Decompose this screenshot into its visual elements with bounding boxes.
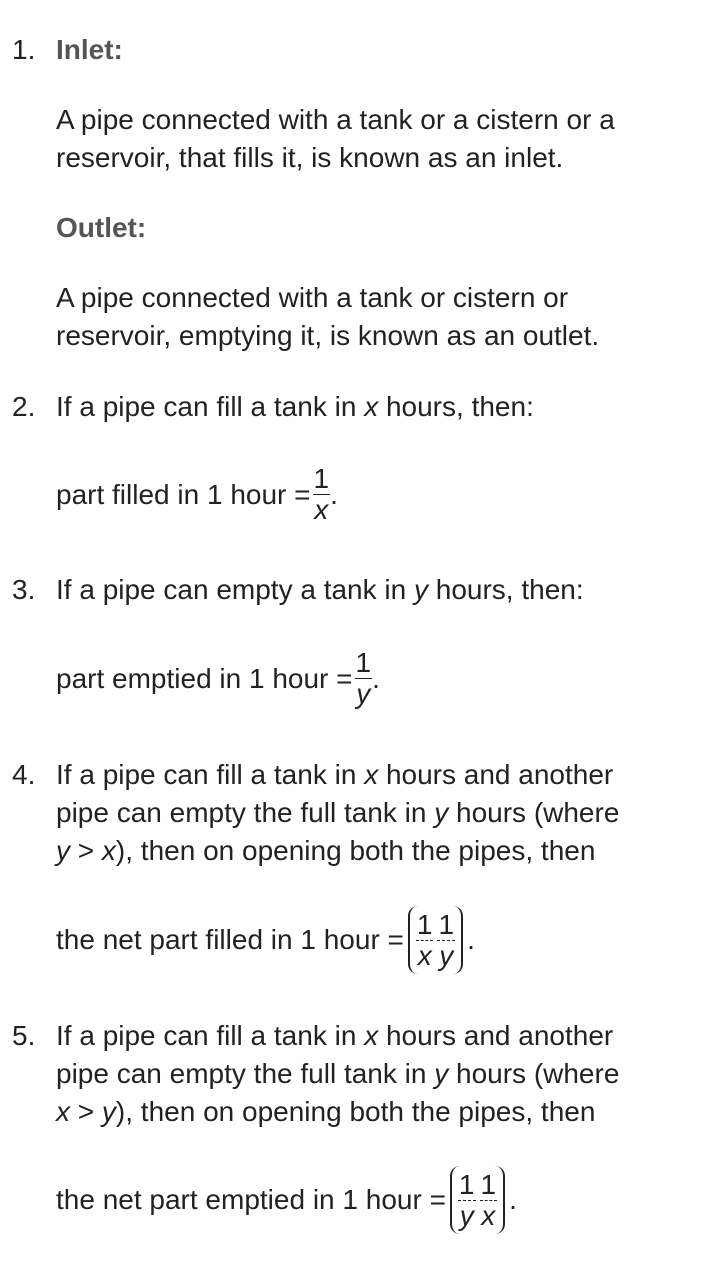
list-number: 2.: [12, 391, 36, 422]
fraction: [437, 910, 455, 971]
inlet-heading: Inlet:: [56, 34, 123, 65]
text-fragment: hours (where: [448, 797, 620, 828]
fraction-numerator: 1: [313, 463, 330, 494]
list-number: 4.: [12, 759, 36, 790]
variable: x: [364, 759, 379, 790]
formula-label: the net part filled in 1 hour =: [56, 924, 404, 955]
variable: y: [434, 1058, 449, 1089]
formula-part-emptied: [56, 648, 380, 709]
fraction: [480, 1170, 498, 1231]
text-fragment: ), then on opening both the pipes, then: [115, 1096, 596, 1127]
item-5-line-3: [56, 1093, 706, 1131]
variable: x: [364, 391, 379, 422]
text-fragment: >: [70, 1096, 102, 1127]
variable: y: [434, 797, 449, 828]
item-3-text: [56, 571, 706, 609]
text-fragment: >: [70, 835, 102, 866]
fraction: [416, 910, 434, 971]
outlet-line-2: reservoir, emptying it, is known as an outlet.: [56, 320, 600, 351]
formula-label: part filled in 1 hour =: [56, 478, 311, 510]
text-fragment: If a pipe can fill a tank in: [56, 391, 365, 422]
formula-net-filled: [56, 906, 475, 974]
fraction-numerator: 1: [480, 1168, 497, 1200]
parenthesis-group: [408, 906, 463, 974]
text-fragment: pipe can empty the full tank in: [56, 797, 435, 828]
variable: y: [56, 835, 70, 866]
text-fragment: hours, then:: [378, 391, 534, 422]
outlet-heading: Outlet:: [56, 212, 147, 243]
formula-net-emptied: [56, 1166, 517, 1234]
fraction-denominator: y: [459, 1199, 474, 1231]
fraction-denominator: x: [314, 494, 329, 525]
text-fragment: hours (where: [448, 1058, 620, 1089]
text-fragment: hours and another: [378, 759, 614, 790]
variable: x: [56, 1096, 70, 1127]
variable: y: [413, 574, 428, 605]
inlet-line-1: A pipe connected with a tank or a cistern or a: [56, 104, 615, 135]
inlet-line-2: reservoir, that fills it, is known as an inlet.: [56, 142, 564, 173]
item-5-line-2: [56, 1055, 706, 1093]
fraction-numerator: 1: [355, 647, 372, 678]
fraction: [313, 464, 331, 525]
fraction-numerator: 1: [438, 908, 455, 940]
fraction: [458, 1170, 476, 1231]
formula-label: the net part emptied in 1 hour =: [56, 1184, 446, 1215]
text-fragment: If a pipe can empty a tank in: [56, 574, 414, 605]
list-number: 1.: [12, 34, 36, 65]
item-2-text: [56, 388, 706, 426]
variable: x: [364, 1020, 379, 1051]
outlet-line-1: A pipe connected with a tank or cistern or: [56, 282, 569, 313]
formula-part-filled: [56, 464, 338, 525]
text-fragment: hours, then:: [427, 574, 584, 605]
fraction-denominator: x: [417, 939, 432, 971]
variable: y: [101, 1096, 116, 1127]
fraction-denominator: y: [356, 678, 371, 709]
variable: x: [101, 835, 116, 866]
parenthesis-group: [450, 1166, 505, 1234]
formula-label: part emptied in 1 hour =: [56, 662, 353, 694]
fraction-denominator: x: [481, 1199, 496, 1231]
formula-period: .: [372, 662, 380, 694]
text-fragment: If a pipe can fill a tank in: [56, 759, 365, 790]
list-number: 3.: [12, 574, 36, 605]
fraction-numerator: 1: [458, 1168, 475, 1200]
fraction: [355, 648, 373, 709]
item-4-line-2: [56, 794, 706, 832]
item-4-line-1: [56, 756, 706, 794]
item-4-line-3: [56, 832, 706, 870]
formula-period: .: [467, 924, 475, 955]
fraction-numerator: 1: [416, 908, 433, 940]
list-number: 5.: [12, 1020, 36, 1051]
formula-period: .: [330, 478, 338, 510]
formula-period: .: [509, 1184, 517, 1215]
text-fragment: ), then on opening both the pipes, then: [115, 835, 596, 866]
text-fragment: pipe can empty the full tank in: [56, 1058, 435, 1089]
item-5-line-1: [56, 1017, 706, 1055]
text-fragment: If a pipe can fill a tank in: [56, 1020, 365, 1051]
fraction-denominator: y: [439, 939, 454, 971]
text-fragment: hours and another: [378, 1020, 614, 1051]
